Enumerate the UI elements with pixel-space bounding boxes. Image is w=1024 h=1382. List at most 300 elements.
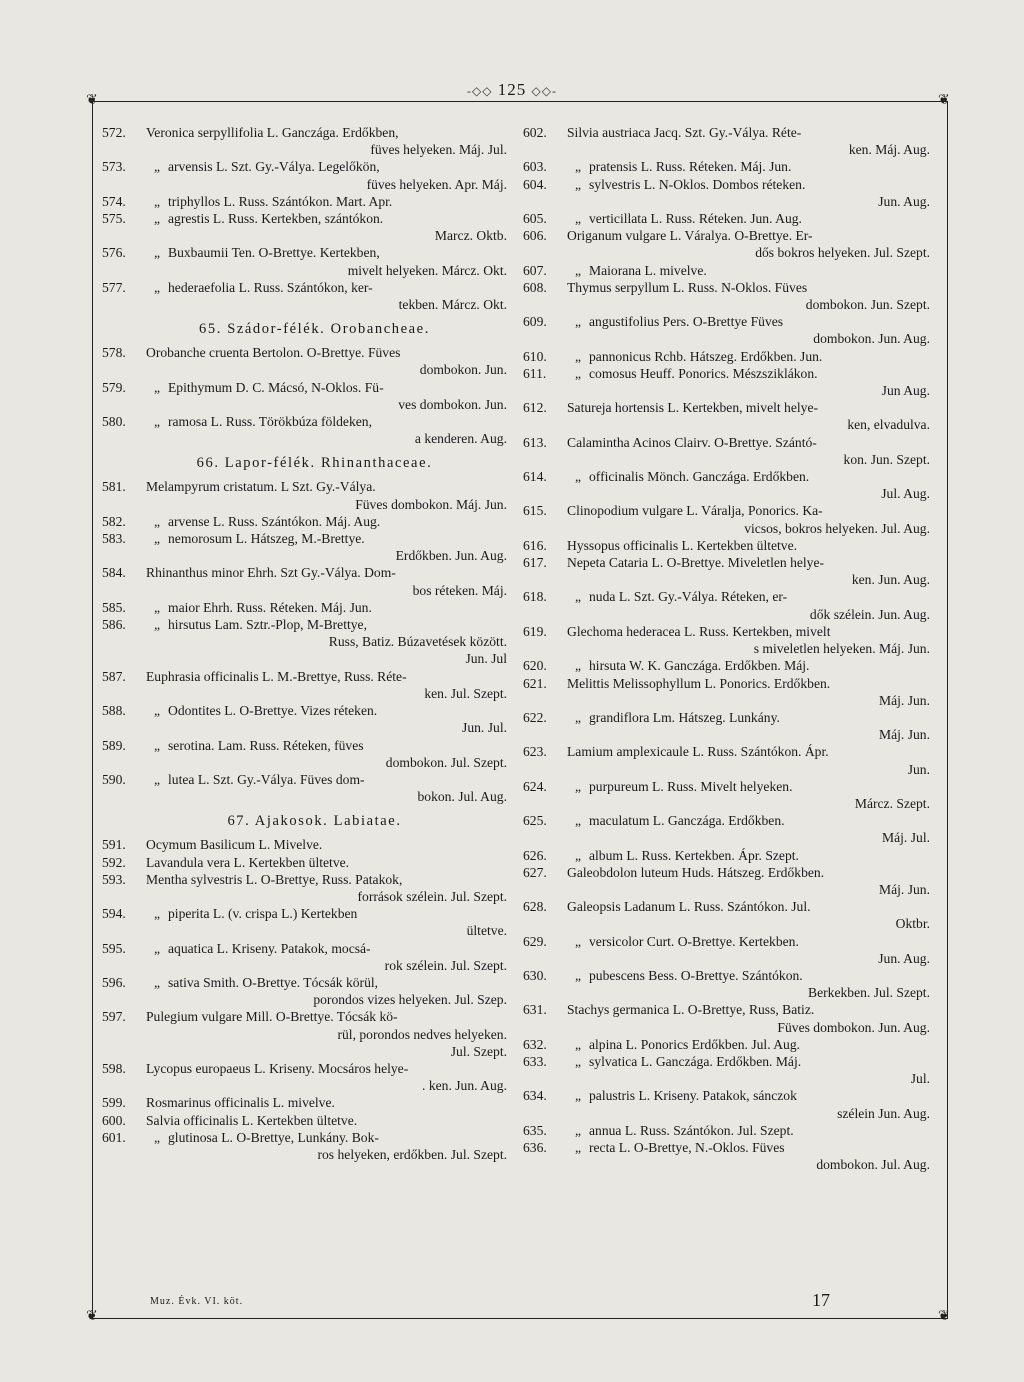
entry-continuation-line	[146, 296, 507, 313]
entry-continuation-line	[146, 633, 507, 650]
entry-first-line	[567, 262, 930, 279]
species-entry	[102, 599, 507, 616]
entry-number: 635.	[523, 1122, 547, 1138]
entry-text	[567, 279, 930, 313]
entry-first-line	[146, 478, 507, 495]
entry-continuation-line	[567, 761, 930, 778]
entry-text	[146, 905, 507, 939]
species-entry	[523, 933, 930, 967]
line-text: sylvestris L. N-Oklos. Dombos réteken.	[589, 176, 806, 192]
entry-first-line	[146, 564, 507, 581]
entry-text	[567, 864, 930, 898]
species-entry	[523, 743, 930, 777]
line-text: kon. Jun. Szept.	[843, 451, 930, 467]
entry-number: 616.	[523, 537, 547, 553]
entry-text	[146, 564, 507, 598]
ditto-mark: „	[153, 599, 161, 615]
entry-text	[567, 399, 930, 433]
entry-continuation-line	[146, 754, 507, 771]
ditto-mark: „	[153, 211, 161, 227]
entry-number: 584.	[102, 565, 126, 581]
entry-first-line	[146, 940, 507, 957]
species-entry	[102, 905, 507, 939]
entry-first-line	[146, 379, 507, 396]
entry-number: 609.	[523, 314, 547, 330]
line-text: dombokon. Jul. Aug.	[816, 1157, 930, 1173]
line-text: arvensis L. Szt. Gy.-Válya. Legelőkön,	[168, 159, 380, 175]
line-text: források szélein. Jul. Szept.	[357, 888, 507, 904]
entry-first-line	[567, 1036, 930, 1053]
line-text: Jun. Aug.	[878, 193, 930, 209]
line-text: pannonicus Rchb. Hátszeg. Erdőkben. Jun.	[589, 348, 823, 364]
species-entry	[102, 158, 507, 192]
species-entry	[102, 564, 507, 598]
entry-continuation-line	[146, 719, 507, 736]
entry-text	[567, 898, 930, 932]
left-column	[102, 124, 507, 1163]
entry-continuation-line	[146, 1077, 507, 1094]
entry-first-line	[567, 537, 930, 554]
line-text: Jun. Jul.	[462, 720, 507, 736]
line-text: a kenderen. Aug.	[414, 431, 507, 447]
species-entry	[102, 1129, 507, 1163]
entry-text	[146, 771, 507, 805]
entry-number: 594.	[102, 906, 126, 922]
line-text: purpureum L. Russ. Mivelt helyeken.	[589, 778, 793, 794]
entry-first-line	[567, 1087, 930, 1104]
ditto-mark: „	[153, 159, 161, 175]
line-text: angustifolius Pers. O-Brettye Füves	[589, 314, 784, 330]
entry-first-line	[146, 616, 507, 633]
line-text: Jun. Jul	[465, 651, 507, 667]
entry-number: 633.	[523, 1053, 547, 1069]
species-entry	[102, 344, 507, 378]
entry-number: 601.	[102, 1129, 126, 1145]
line-text: dombokon. Jun. Aug.	[813, 331, 930, 347]
entry-text	[567, 1087, 930, 1121]
entry-number: 593.	[102, 871, 126, 887]
entry-text	[567, 537, 930, 554]
entry-text	[146, 1094, 507, 1111]
species-entry	[102, 530, 507, 564]
section-heading: 67. Ajakosok. Labiatae.	[227, 813, 402, 830]
entry-number: 631.	[523, 1002, 547, 1018]
line-text: Maiorana L. mivelve.	[589, 262, 707, 278]
entry-number: 602.	[523, 125, 547, 140]
entry-text	[567, 262, 930, 279]
entry-continuation-line	[567, 485, 930, 502]
entry-text	[567, 847, 930, 864]
line-text: bokon. Jul. Aug.	[417, 789, 507, 805]
entry-first-line	[567, 176, 930, 193]
entry-text	[146, 210, 507, 244]
entry-continuation-line	[146, 582, 507, 599]
line-text: versicolor Curt. O-Brettye. Kertekben.	[589, 933, 799, 949]
species-entry	[523, 657, 930, 674]
entry-continuation-line	[567, 330, 930, 347]
entry-text	[146, 737, 507, 771]
line-text: Clinopodium vulgare L. Váralja, Ponorics. Ka-	[567, 503, 823, 519]
ditto-mark: „	[574, 813, 582, 829]
line-text: ültetve.	[466, 923, 507, 939]
entry-text	[567, 227, 930, 261]
line-text: Jun.	[907, 761, 930, 777]
entry-text	[567, 967, 930, 1001]
entry-number: 629.	[523, 933, 547, 949]
ditto-mark: „	[153, 531, 161, 547]
line-text: Máj. Jun.	[879, 727, 930, 743]
line-text: Veronica serpyllifolia L. Ganczága. Erdőkben,	[146, 125, 399, 140]
species-entry	[523, 502, 930, 536]
line-text: ken. Jun. Aug.	[851, 572, 930, 588]
header-ornament-left: -◇◇	[467, 84, 493, 98]
entry-text	[146, 616, 507, 668]
ditto-mark: „	[153, 906, 161, 922]
line-text: Orobanche cruenta Bertolon. O-Brettye. Füves	[146, 345, 401, 361]
line-text: hirsutus Lam. Sztr.-Plop, M-Brettye,	[168, 617, 367, 633]
frame-right-rule	[947, 101, 948, 1318]
line-text: tekben. Márcz. Okt.	[398, 297, 507, 313]
species-entry	[523, 210, 930, 227]
ditto-mark: „	[153, 193, 161, 209]
line-text: s miveletlen helyeken. Máj. Jun.	[753, 641, 930, 657]
line-text: arvense L. Russ. Szántókon. Máj. Aug.	[168, 513, 381, 529]
line-text: Füves dombokon. Jun. Aug.	[777, 1019, 930, 1035]
ditto-mark: „	[153, 974, 161, 990]
line-text: Rhinanthus minor Ehrh. Szt Gy.-Válya. Dom-	[146, 565, 396, 581]
entry-first-line	[567, 399, 930, 416]
line-text: Lamium amplexicaule L. Russ. Szántókon. Ápr.	[567, 744, 829, 760]
entry-first-line	[567, 1139, 930, 1156]
entry-first-line	[146, 854, 507, 871]
entry-continuation-line	[567, 1019, 930, 1036]
line-text: piperita L. (v. crispa L.) Kertekben	[168, 906, 358, 922]
species-entry	[523, 1036, 930, 1053]
line-text: annua L. Russ. Szántókon. Jul. Szept.	[589, 1122, 794, 1138]
corner-ornament-bottom-left: ❦	[86, 1309, 98, 1324]
entry-text	[567, 743, 930, 777]
entry-first-line	[567, 657, 930, 674]
line-text: . ken. Jun. Aug.	[422, 1078, 507, 1094]
entry-first-line	[567, 365, 930, 382]
ditto-mark: „	[574, 589, 582, 605]
species-entry	[102, 244, 507, 278]
entry-text	[146, 668, 507, 702]
entry-text	[146, 599, 507, 616]
entry-number: 574.	[102, 193, 126, 209]
line-text: Erdőkben. Jun. Aug.	[395, 548, 507, 564]
line-text: Márcz. Szept.	[854, 795, 930, 811]
species-entry	[523, 675, 930, 709]
entry-first-line	[567, 158, 930, 175]
ditto-mark: „	[574, 469, 582, 485]
page-header	[0, 80, 1024, 100]
entry-continuation-line	[146, 922, 507, 939]
entry-number: 585.	[102, 599, 126, 615]
entry-number: 576.	[102, 245, 126, 261]
entry-number: 586.	[102, 617, 126, 633]
entry-first-line	[146, 279, 507, 296]
entry-continuation-line	[146, 361, 507, 378]
entry-number: 589.	[102, 737, 126, 753]
header-ornament-right: ◇◇-	[531, 84, 557, 98]
entry-first-line	[567, 502, 930, 519]
entry-first-line	[567, 588, 930, 605]
species-entry	[102, 413, 507, 447]
species-entry	[523, 468, 930, 502]
entry-number: 627.	[523, 864, 547, 880]
entry-first-line	[567, 623, 930, 640]
line-text: ves dombokon. Jun.	[398, 396, 507, 412]
entry-number: 614.	[523, 469, 547, 485]
entry-number: 596.	[102, 974, 126, 990]
line-text: Melittis Melissophyllum L. Ponorics. Erdőkben.	[567, 675, 831, 691]
line-text: dombokon. Jul. Szept.	[385, 754, 507, 770]
species-entry	[523, 1001, 930, 1035]
line-text: dők szélein. Jun. Aug.	[809, 606, 930, 622]
entry-continuation-line	[567, 244, 930, 261]
entry-text	[146, 513, 507, 530]
entry-first-line	[567, 1053, 930, 1070]
species-entry	[102, 279, 507, 313]
entry-first-line	[146, 668, 507, 685]
species-entry	[102, 974, 507, 1008]
entry-continuation-line	[567, 1105, 930, 1122]
line-text: mivelt helyeken. Márcz. Okt.	[347, 262, 507, 278]
species-entry	[523, 434, 930, 468]
line-text: hederaefolia L. Russ. Szántókon, ker-	[168, 279, 373, 295]
species-entry	[102, 668, 507, 702]
entry-continuation-line	[146, 1146, 507, 1163]
species-entry	[523, 1087, 930, 1121]
species-entry	[523, 864, 930, 898]
entry-continuation-line	[567, 829, 930, 846]
entry-text	[146, 1129, 507, 1163]
entry-text	[146, 158, 507, 192]
line-text: Hyssopus officinalis L. Kertekben ültetve.	[567, 537, 798, 553]
entry-text	[567, 365, 930, 399]
species-entry	[102, 1060, 507, 1094]
species-entry	[102, 210, 507, 244]
species-entry	[523, 778, 930, 812]
ditto-mark: „	[574, 778, 582, 794]
line-text: Melampyrum cristatum. L Szt. Gy.-Válya.	[146, 479, 376, 495]
entry-continuation-line	[567, 692, 930, 709]
entry-number: 611.	[523, 365, 547, 381]
line-text: hirsuta W. K. Ganczága. Erdőkben. Máj.	[589, 658, 810, 674]
entry-text	[146, 1112, 507, 1129]
entry-first-line	[567, 124, 930, 141]
entry-first-line	[146, 344, 507, 361]
line-text: Máj. Jun.	[879, 692, 930, 708]
line-text: Lavandula vera L. Kertekben ültetve.	[146, 854, 350, 870]
line-text: porondos vizes helyeken. Jul. Szep.	[313, 992, 507, 1008]
species-entry	[102, 379, 507, 413]
species-entry	[523, 847, 930, 864]
entry-continuation-line	[567, 881, 930, 898]
entry-number: 630.	[523, 967, 547, 983]
line-text: Oktbr.	[895, 916, 930, 932]
line-text: szélein Jun. Aug.	[837, 1105, 930, 1121]
line-text: Odontites L. O-Brettye. Vizes réteken.	[168, 703, 378, 719]
frame-bottom-rule	[92, 1318, 948, 1319]
ditto-mark: „	[153, 940, 161, 956]
species-entry	[102, 771, 507, 805]
line-text: Jun. Aug.	[878, 950, 930, 966]
ditto-mark: „	[574, 933, 582, 949]
line-text: album L. Russ. Kertekben. Ápr. Szept.	[589, 847, 799, 863]
entry-text	[146, 279, 507, 313]
species-entry	[523, 1122, 930, 1139]
entry-first-line	[146, 124, 507, 141]
entry-text	[567, 1036, 930, 1053]
entry-number: 622.	[523, 709, 547, 725]
entry-number: 583.	[102, 531, 126, 547]
entry-text	[567, 933, 930, 967]
species-entry	[523, 709, 930, 743]
entry-continuation-line	[567, 193, 930, 210]
line-text: serotina. Lam. Russ. Réteken, füves	[168, 737, 364, 753]
entry-text	[567, 313, 930, 347]
entry-number: 632.	[523, 1036, 547, 1052]
species-entry	[523, 176, 930, 210]
line-text: grandiflora Lm. Hátszeg. Lunkány.	[589, 709, 780, 725]
entry-first-line	[567, 210, 930, 227]
entry-first-line	[146, 1060, 507, 1077]
entry-first-line	[146, 1094, 507, 1111]
entry-number: 613.	[523, 434, 547, 450]
species-entry	[523, 1139, 930, 1173]
entry-first-line	[146, 905, 507, 922]
entry-continuation-line	[567, 640, 930, 657]
entry-number: 636.	[523, 1139, 547, 1155]
entry-continuation-line	[146, 547, 507, 564]
line-text: Pulegium vulgare Mill. O-Brettye. Tócsák kö-	[146, 1009, 398, 1025]
entry-first-line	[567, 227, 930, 244]
footer-sheet-number: 17	[812, 1290, 830, 1310]
entry-text	[146, 871, 507, 905]
species-entry	[102, 616, 507, 668]
entry-continuation-line	[567, 382, 930, 399]
section-heading: 66. Lapor-félék. Rhinanthaceae.	[196, 455, 433, 472]
ditto-mark: „	[574, 176, 582, 192]
entry-text	[567, 210, 930, 227]
line-text: Máj. Jul.	[882, 830, 930, 846]
species-entry	[523, 279, 930, 313]
line-text: Russ, Batiz. Búzavetések között.	[328, 634, 507, 650]
species-entry	[523, 623, 930, 657]
line-text: Jun Aug.	[881, 383, 930, 399]
entry-number: 612.	[523, 400, 547, 416]
entry-text	[146, 940, 507, 974]
entry-number: 591.	[102, 837, 126, 853]
entry-continuation-line	[146, 141, 507, 158]
ditto-mark: „	[153, 279, 161, 295]
line-text: Jul.	[910, 1071, 930, 1087]
species-entry	[523, 537, 930, 554]
line-text: dős bokros helyeken. Jul. Szept.	[755, 245, 930, 261]
entry-number: 621.	[523, 675, 547, 691]
entry-continuation-line	[567, 606, 930, 623]
entry-number: 597.	[102, 1009, 126, 1025]
entry-first-line	[567, 847, 930, 864]
entry-text	[567, 1053, 930, 1087]
entry-first-line	[146, 413, 507, 430]
entry-continuation-line	[146, 888, 507, 905]
entry-first-line	[567, 933, 930, 950]
entry-text	[146, 244, 507, 278]
entry-number: 620.	[523, 658, 547, 674]
species-entry	[523, 227, 930, 261]
entry-first-line	[146, 1129, 507, 1146]
entry-text	[567, 675, 930, 709]
entry-number: 575.	[102, 211, 126, 227]
entry-first-line	[567, 675, 930, 692]
ditto-mark: „	[574, 365, 582, 381]
entry-continuation-line	[567, 1070, 930, 1087]
entry-text	[567, 709, 930, 743]
entry-continuation-line	[146, 957, 507, 974]
entry-first-line	[146, 871, 507, 888]
species-entry	[523, 1053, 930, 1087]
entry-text	[567, 812, 930, 846]
ditto-mark: „	[574, 658, 582, 674]
entry-first-line	[146, 210, 507, 227]
species-entry	[523, 158, 930, 175]
entry-number: 625.	[523, 813, 547, 829]
ditto-mark: „	[574, 709, 582, 725]
entry-number: 626.	[523, 847, 547, 863]
entry-continuation-line	[146, 788, 507, 805]
ditto-mark: „	[153, 414, 161, 430]
entry-first-line	[146, 771, 507, 788]
entry-text	[146, 478, 507, 512]
entry-number: 582.	[102, 513, 126, 529]
frame-top-rule	[92, 101, 948, 102]
line-text: lutea L. Szt. Gy.-Válya. Füves dom-	[168, 771, 365, 787]
ditto-mark: „	[574, 348, 582, 364]
ditto-mark: „	[574, 1139, 582, 1155]
species-entry	[102, 1112, 507, 1129]
entry-text	[567, 502, 930, 536]
line-text: rül, porondos nedves helyeken.	[337, 1026, 507, 1042]
entry-first-line	[567, 1001, 930, 1018]
species-entry	[523, 365, 930, 399]
entry-text	[146, 344, 507, 378]
entry-continuation-line	[567, 571, 930, 588]
entry-number: 577.	[102, 279, 126, 295]
line-text: aquatica L. Kriseny. Patakok, mocsá-	[168, 940, 371, 956]
line-text: nemorosum L. Hátszeg, M.-Brettye.	[168, 531, 365, 547]
entry-first-line	[567, 468, 930, 485]
entry-text	[567, 468, 930, 502]
entry-number: 598.	[102, 1060, 126, 1076]
entry-first-line	[567, 348, 930, 365]
entry-number: 587.	[102, 668, 126, 684]
entry-continuation-line	[146, 227, 507, 244]
line-text: palustris L. Kriseny. Patakok, sánczok	[589, 1088, 797, 1104]
species-entry	[102, 836, 507, 853]
entry-continuation-line	[146, 430, 507, 447]
ditto-mark: „	[574, 314, 582, 330]
entry-text	[567, 588, 930, 622]
species-entry	[102, 854, 507, 871]
entry-continuation-line	[567, 296, 930, 313]
entry-continuation-line	[146, 176, 507, 193]
corner-ornament-top-right: ❦	[938, 93, 950, 108]
entry-number: 581.	[102, 479, 126, 495]
entry-number: 628.	[523, 899, 547, 915]
